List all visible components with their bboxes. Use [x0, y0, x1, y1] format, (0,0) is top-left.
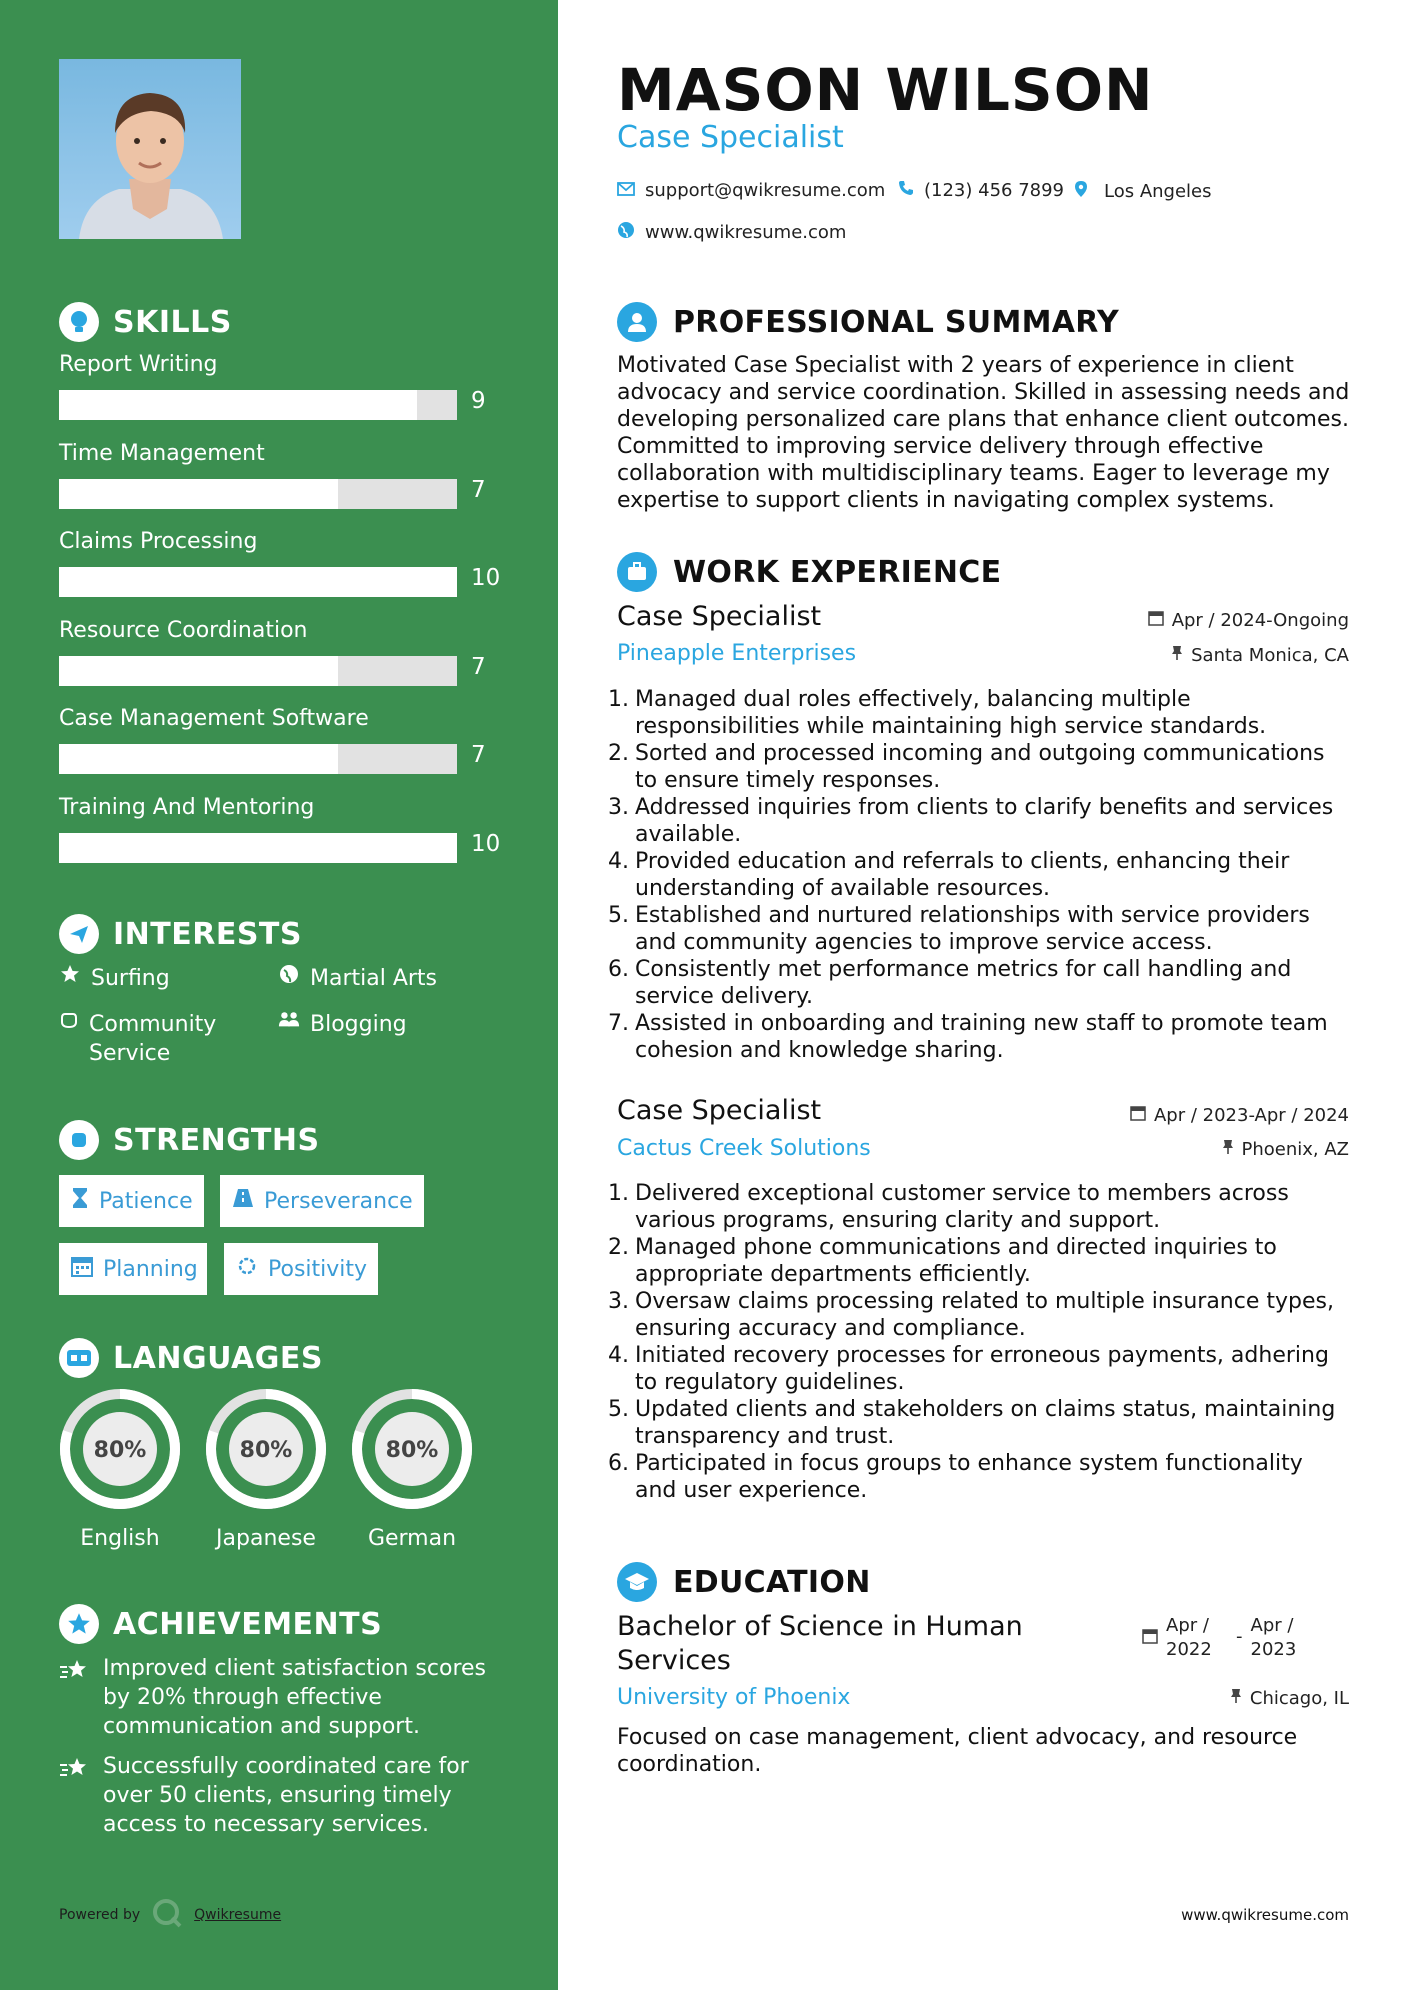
list-item: 6. Participated in focus groups to enhance system functionality and user experience.	[608, 1451, 1303, 1503]
skill-name: Report Writing	[59, 352, 218, 377]
hand-icon	[59, 1010, 79, 1068]
skill-bar	[59, 833, 457, 863]
education-degree: Bachelor of Science in Human Services	[617, 1611, 1023, 1676]
interest-label: Blogging	[310, 1012, 407, 1037]
sidebar	[0, 0, 558, 1990]
phone-text: (123) 456 7899	[924, 180, 1065, 201]
strength-badge	[59, 1243, 207, 1295]
calendar-icon	[1130, 1105, 1146, 1126]
contact-website[interactable]	[617, 221, 846, 244]
calendar-icon	[1148, 610, 1164, 631]
experience-heading: WORK EXPERIENCE	[617, 552, 1001, 592]
strength-badge	[220, 1175, 424, 1227]
skill-bar-fill	[59, 390, 417, 420]
strength-label: Perseverance	[264, 1188, 413, 1214]
skill-bar-fill	[59, 656, 338, 686]
hourglass-icon	[71, 1187, 89, 1215]
shooting-star-icon	[59, 1658, 91, 1741]
skill-bar-fill	[59, 744, 338, 774]
list-item: 5. Updated clients and stakeholders on claims status, maintaining transparency and trust.	[608, 1397, 1336, 1449]
interests-heading: INTERESTS	[59, 914, 302, 954]
skill-name: Time Management	[59, 440, 265, 466]
skill-value: 9	[471, 388, 486, 414]
language-ring	[205, 1388, 327, 1510]
achievement-text: Successfully coordinated care for over 50 clients, ensuring timely access to necessary services.	[103, 1754, 469, 1837]
pushpin-icon	[1171, 645, 1183, 666]
contact-phone[interactable]	[898, 180, 1064, 201]
strength-label: Planning	[103, 1256, 198, 1282]
phone-icon	[898, 180, 914, 201]
skills-heading: SKILLS	[59, 302, 232, 342]
list-item: 5. Established and nurtured relationships with service providers and community agencies to improve service access.	[608, 903, 1310, 955]
achievement-item	[59, 1654, 499, 1741]
briefcase-icon	[617, 552, 657, 592]
contact-location	[1074, 180, 1212, 203]
education-school: University of Phoenix	[617, 1685, 851, 1710]
language-item	[59, 1388, 181, 1551]
user-icon	[617, 302, 657, 342]
map-pin-icon	[1074, 180, 1088, 203]
skill-item	[59, 350, 499, 439]
strength-badge	[224, 1243, 378, 1295]
users-icon	[278, 1010, 300, 1039]
job-company: Cactus Creek Solutions	[617, 1136, 871, 1161]
list-item: 1. Delivered exceptional customer service to members across various programs, ensuring clarity and support.	[608, 1181, 1289, 1233]
skill-value: 10	[471, 565, 501, 591]
skill-name: Case Management Software	[59, 706, 369, 731]
skills-list	[59, 350, 499, 881]
strength-label: Positivity	[268, 1256, 368, 1282]
qwikresume-logo-icon	[152, 1898, 182, 1932]
education-location-text: Chicago, IL	[1249, 1688, 1349, 1709]
website-text: www.qwikresume.com	[645, 222, 847, 243]
skill-item	[59, 793, 499, 882]
candidate-name: MASON WILSON	[617, 56, 1154, 124]
summary-text: Motivated Case Specialist with 2 years of experience in client advocacy and service coordination. Skilled in assessing needs and developing personalized care plans that enhance client outcomes. Committed to improving service delivery through effective collaboration with multidisciplinary teams. Eager to leverage my expertise to support clients in navigating complex systems.	[617, 353, 1350, 513]
achievements-heading: ACHIEVEMENTS	[59, 1604, 382, 1644]
skill-name: Claims Processing	[59, 529, 258, 554]
list-item: 7. Assisted in onboarding and training new staff to promote team cohesion and knowledge sharing.	[608, 1011, 1328, 1063]
skill-value: 7	[471, 742, 486, 768]
list-item: 2. Sorted and processed incoming and outgoing communications to ensure timely responses.	[608, 741, 1325, 793]
language-percent: 80%	[239, 1438, 293, 1463]
star-icon	[59, 964, 81, 993]
languages-heading: LANGUAGES	[59, 1338, 323, 1378]
skill-bar-fill	[59, 567, 457, 597]
profile-photo	[59, 59, 241, 239]
list-item: 2. Managed phone communications and directed inquiries to appropriate departments efficiently.	[608, 1235, 1277, 1287]
pushpin-icon	[1230, 1688, 1242, 1709]
language-ring	[351, 1388, 473, 1510]
location-text: Los Angeles	[1104, 181, 1212, 202]
globe-icon	[278, 964, 300, 993]
strength-badge	[59, 1175, 204, 1227]
language-name: Japanese	[216, 1526, 316, 1551]
skill-item	[59, 704, 499, 793]
interest-item	[278, 1010, 407, 1039]
job-location-text: Phoenix, AZ	[1241, 1139, 1349, 1160]
powered-by	[59, 1898, 281, 1932]
list-item: 3. Addressed inquiries from clients to clarify benefits and services available.	[608, 795, 1334, 847]
translate-icon	[59, 1338, 99, 1378]
candidate-title: Case Specialist	[617, 120, 844, 155]
interest-item	[59, 1010, 259, 1068]
interest-label: Community Service	[89, 1012, 217, 1066]
language-name: German	[367, 1526, 457, 1551]
language-name: English	[80, 1526, 160, 1551]
language-percent: 80%	[385, 1438, 439, 1463]
list-item: 3. Oversaw claims processing related to multiple insurance types, ensuring accuracy and compliance.	[608, 1289, 1334, 1341]
job-location	[1222, 1139, 1350, 1160]
skill-item	[59, 616, 499, 705]
language-percent: 80%	[93, 1438, 147, 1463]
strengths-heading: STRENGTHS	[59, 1120, 320, 1160]
interest-label: Martial Arts	[310, 966, 438, 991]
skill-value: 7	[471, 653, 486, 680]
skill-bar	[59, 479, 457, 509]
contact-email[interactable]	[617, 180, 885, 201]
job-role: Case Specialist	[617, 601, 822, 632]
date-separator: -	[1236, 1626, 1243, 1647]
education-description: Focused on case management, client advocacy, and resource coordination.	[617, 1725, 1298, 1777]
skill-name: Training And Mentoring	[59, 794, 315, 820]
envelope-icon	[617, 180, 635, 201]
language-ring	[59, 1388, 181, 1510]
skill-bar	[59, 656, 457, 686]
achievement-item	[59, 1752, 499, 1839]
skill-name: Resource Coordination	[59, 617, 308, 643]
skill-value: 10	[471, 830, 501, 857]
job-bullets	[608, 686, 1348, 1064]
skill-value: 7	[471, 476, 486, 503]
strength-label: Patience	[99, 1188, 193, 1214]
road-icon	[232, 1188, 254, 1214]
skill-bar	[59, 390, 457, 420]
interest-item	[59, 964, 170, 993]
job-dates	[1148, 610, 1349, 631]
summary-heading: PROFESSIONAL SUMMARY	[617, 302, 1119, 342]
lightbulb-icon	[59, 302, 99, 342]
achievement-text: Improved client satisfaction scores by 20% through effective communication and support.	[103, 1656, 487, 1739]
powered-by-label: Powered by	[59, 1907, 141, 1923]
job-bullets	[608, 1180, 1348, 1504]
list-item: 1. Managed dual roles effectively, balancing multiple responsibilities while maintaining high service standards.	[608, 687, 1267, 739]
footer-url[interactable]: www.qwikresume.com	[1181, 1906, 1349, 1924]
email-text: support@qwikresume.com	[645, 180, 886, 201]
education-end: Apr / 2023	[1250, 1615, 1297, 1660]
skill-bar-fill	[59, 479, 338, 509]
graduation-cap-icon	[617, 1562, 657, 1602]
skill-bar	[59, 567, 457, 597]
skill-bar	[59, 744, 457, 774]
list-item: 6. Consistently met performance metrics for call handling and service delivery.	[608, 957, 1292, 1009]
job-role: Case Specialist	[617, 1095, 822, 1126]
skill-item	[59, 439, 499, 528]
job-dates-text: Apr / 2023-Apr / 2024	[1153, 1105, 1349, 1126]
education-dates	[1142, 1614, 1313, 1662]
qwikresume-link[interactable]: Qwikresume	[194, 1907, 282, 1923]
skill-bar-fill	[59, 833, 457, 863]
interest-label: Surfing	[91, 966, 170, 991]
language-item	[205, 1388, 327, 1551]
education-location	[1230, 1688, 1349, 1709]
globe-icon	[617, 221, 635, 244]
job-location-text: Santa Monica, CA	[1191, 645, 1349, 666]
education-heading: EDUCATION	[617, 1562, 871, 1602]
job-dates	[1130, 1105, 1349, 1126]
paper-plane-icon	[59, 914, 99, 954]
list-item: 4. Initiated recovery processes for erroneous payments, adhering to regulatory guidelines.	[608, 1343, 1329, 1395]
list-item: 4. Provided education and referrals to clients, enhancing their understanding of available resources.	[608, 849, 1290, 901]
calendar-icon	[71, 1255, 93, 1283]
language-item	[351, 1388, 473, 1551]
star-badge-icon	[59, 1604, 99, 1644]
sun-icon	[236, 1255, 258, 1283]
interest-item	[278, 964, 437, 993]
skill-item	[59, 527, 499, 616]
fist-icon	[59, 1120, 99, 1160]
education-start: Apr / 2022	[1166, 1615, 1212, 1660]
job-location	[1171, 645, 1349, 666]
job-dates-text: Apr / 2024-Ongoing	[1171, 610, 1349, 631]
shooting-star-icon	[59, 1756, 91, 1839]
pushpin-icon	[1222, 1139, 1234, 1160]
calendar-icon	[1142, 1628, 1158, 1649]
job-company: Pineapple Enterprises	[617, 641, 857, 666]
